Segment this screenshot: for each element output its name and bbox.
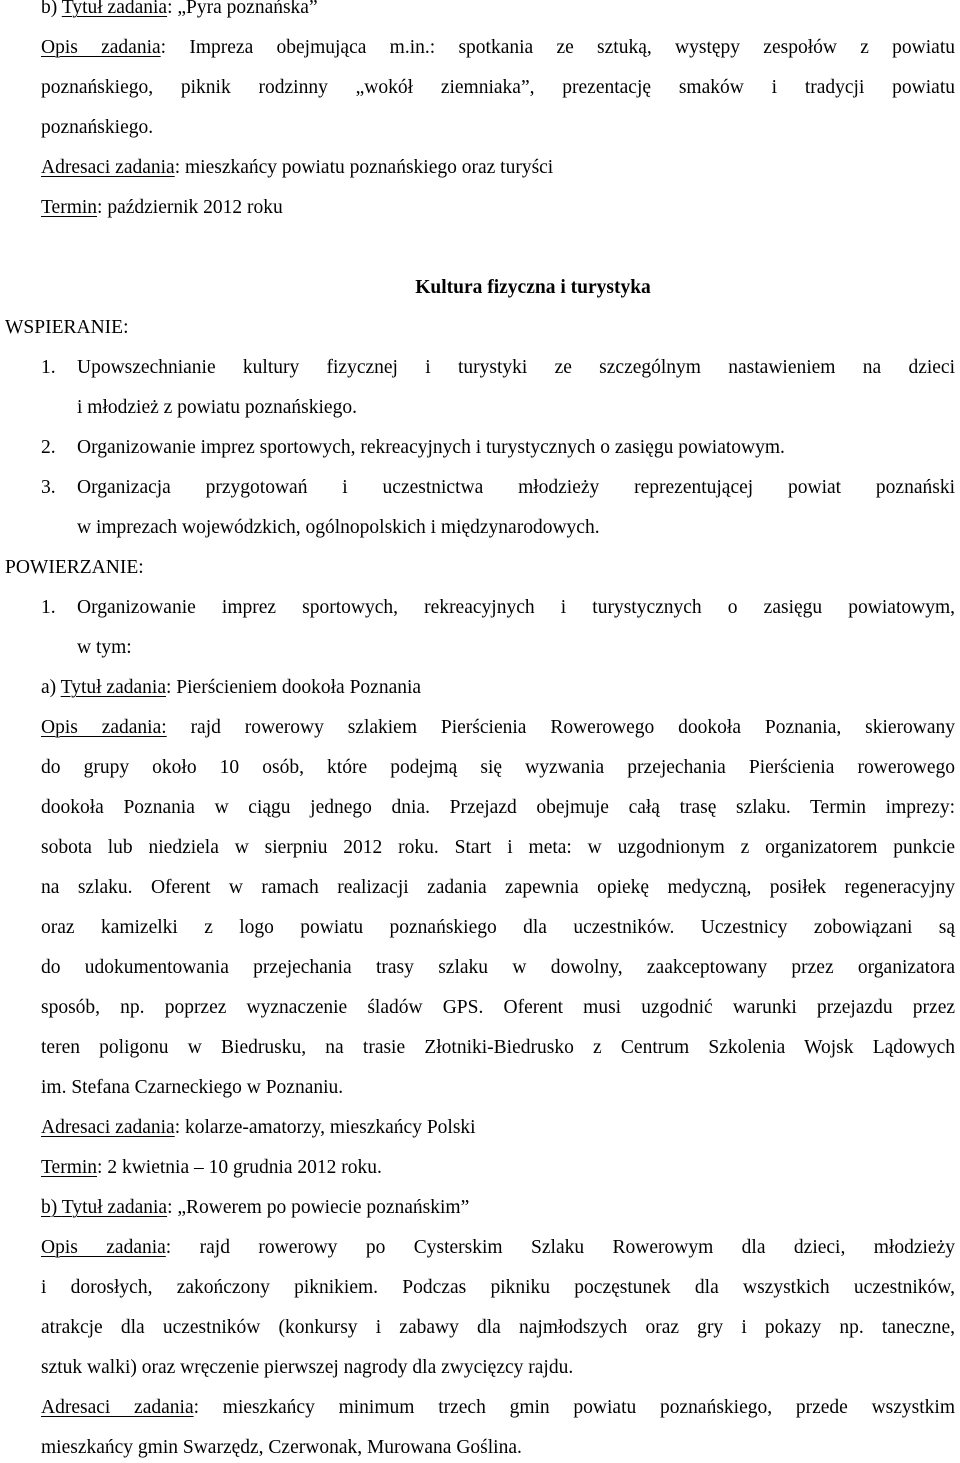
task-a-desc-line-10: im. Stefana Czarneckiego w Poznaniu.	[41, 1077, 344, 1098]
task-a-title-line	[41, 673, 955, 703]
wspieranie-item-3-line-2: w imprezach wojewódzkich, ogólnopolskich i międzynarodowych.	[77, 517, 600, 538]
term-value: : 2 kwietnia – 10 grudnia 2012 roku.	[97, 1157, 382, 1178]
task-prefix: b)	[41, 1197, 62, 1218]
task-a-desc-line-2: do grupy około 10 osób, które podejmą się wyzwania przejechania Pierścienia rowerowego	[41, 757, 955, 778]
task-a-desc-line-4: sobota lub niedziela w sierpniu 2012 roku. Start i meta: w uzgodnionym z organizatorem punkcie	[41, 837, 955, 858]
wspieranie-item-2-num: 2.	[41, 437, 56, 458]
addressees-value: : kolarze-amatorzy, mieszkańcy Polski	[174, 1117, 476, 1138]
task-b2-desc-line-3: atrakcje dla uczestników (konkursy i zabawy dla najmłodszych oraz gry i pokazy np. taneczne,	[41, 1317, 955, 1338]
task-a-desc-line-5: na szlaku. Oferent w ramach realizacji zadania zapewnia opiekę medyczną, posiłek regeneracyjny	[41, 877, 955, 898]
term-label: Termin	[41, 197, 98, 218]
task-a-desc-line-1	[41, 713, 955, 743]
wspieranie-item-2-line-1: Organizowanie imprez sportowych, rekreacyjnych i turystycznych o zasięgu powiatowym.	[77, 437, 785, 458]
desc-label: Opis zadania	[41, 1237, 166, 1258]
task-a-term	[41, 1153, 955, 1183]
wspieranie-item-3-num: 3.	[41, 477, 56, 498]
task-a-desc-line-6: oraz kamizelki z logo powiatu poznańskiego dla uczestników. Uczestnicy zobowiązani są	[41, 917, 955, 938]
task-b1-desc-line-1	[41, 33, 955, 63]
powierzanie-item-1-line-2: w tym:	[77, 637, 132, 658]
wspieranie-item-1-num: 1.	[41, 357, 56, 378]
task-b2-addressees-line-2: mieszkańcy gmin Swarzędz, Czerwonak, Murowana Goślina.	[41, 1437, 522, 1458]
title-value: : Pierścieniem dookoła Poznania	[165, 677, 422, 698]
wspieranie-item-3-line-1: Organizacja przygotowań i uczestnictwa młodzieży reprezentującej powiat poznański	[77, 477, 955, 498]
task-a-desc-line-7: do udokumentowania przejechania trasy szlaku w dowolny, zaakceptowany przez organizatora	[41, 957, 955, 978]
title-value: : „Pyra poznańska”	[167, 0, 318, 18]
task-b1-title-line	[41, 0, 955, 23]
task-a-desc-line-3: dookoła Poznania w ciągu jednego dnia. Przejazd obejmuje całą trasę szlaku. Termin imprezy:	[41, 797, 955, 818]
task-a-addressees	[41, 1113, 955, 1143]
desc-text: : rajd rowerowy po Cysterskim Szlaku Rowerowym dla dzieci, młodzieży	[165, 1237, 955, 1258]
title-label: Tytuł zadania	[60, 677, 166, 698]
task-b1-addressees	[41, 153, 955, 183]
task-b1-desc-line-2: poznańskiego, piknik rodzinny „wokół ziemniaka”, prezentację smaków i tradycji powiatu	[41, 77, 955, 98]
task-b1-desc-line-3: poznańskiego.	[41, 117, 154, 138]
wspieranie-item-1-line-1: Upowszechnianie kultury fizycznej i turystyki ze szczególnym nastawieniem na dzieci	[77, 357, 955, 378]
task-b2-addressees-line-1	[41, 1393, 955, 1423]
desc-label: Opis zadania:	[41, 717, 167, 738]
addressees-label: Adresaci zadania	[41, 1117, 175, 1138]
task-b2-desc-line-1	[41, 1233, 955, 1263]
addressees-label: Adresaci zadania	[41, 157, 175, 178]
term-label: Termin	[41, 1157, 98, 1178]
task-b2-desc-line-4: sztuk walki) oraz wręczenie pierwszej nagrody dla zwycięzcy rajdu.	[41, 1357, 574, 1378]
powierzanie-item-1-num: 1.	[41, 597, 56, 618]
task-a-desc-line-8: sposób, np. poprzez wyznaczenie śladów GPS. Oferent musi uzgodnić warunki przejazdu przez	[41, 997, 955, 1018]
wspieranie-item-1-line-2: i młodzież z powiatu poznańskiego.	[77, 397, 357, 418]
task-a-desc-line-9: teren poligonu w Biedrusku, na trasie Złotniki-Biedrusko z Centrum Szkolenia Wojsk Lądowych	[41, 1037, 955, 1058]
addressees-value: : mieszkańcy minimum trzech gmin powiatu poznańskiego, przede wszystkim	[193, 1397, 956, 1418]
desc-text: rajd rowerowy szlakiem Pierścienia Rowerowego dookoła Poznania, skierowany	[166, 717, 956, 738]
addressees-label: Adresaci zadania	[41, 1397, 194, 1418]
task-b2-title-line	[41, 1193, 955, 1223]
task-prefix: b)	[41, 0, 62, 18]
desc-label: Opis zadania	[41, 37, 161, 58]
addressees-value: : mieszkańcy powiatu poznańskiego oraz turyści	[174, 157, 554, 178]
powierzanie-item-1-line-1: Organizowanie imprez sportowych, rekreacyjnych i turystycznych o zasięgu powiatowym,	[77, 597, 955, 618]
task-b1-term	[41, 193, 955, 223]
desc-text: : Impreza obejmująca m.in.: spotkania ze sztuką, występy zespołów z powiatu	[160, 37, 955, 58]
section-heading: Kultura fizyczna i turystyka	[415, 277, 651, 298]
powierzanie-label: POWIERZANIE:	[5, 557, 144, 578]
task-b2-desc-line-2: i dorosłych, zakończony piknikiem. Podczas pikniku poczęstunek dla wszystkich uczestników,	[41, 1277, 955, 1298]
term-value: : październik 2012 roku	[97, 197, 283, 218]
title-value: : „Rowerem po powiecie poznańskim”	[167, 1197, 470, 1218]
wspieranie-label: WSPIERANIE:	[5, 317, 129, 338]
title-label: Tytuł zadania	[61, 0, 168, 18]
task-prefix: a)	[41, 677, 61, 698]
title-label: Tytuł zadania	[61, 1197, 168, 1218]
